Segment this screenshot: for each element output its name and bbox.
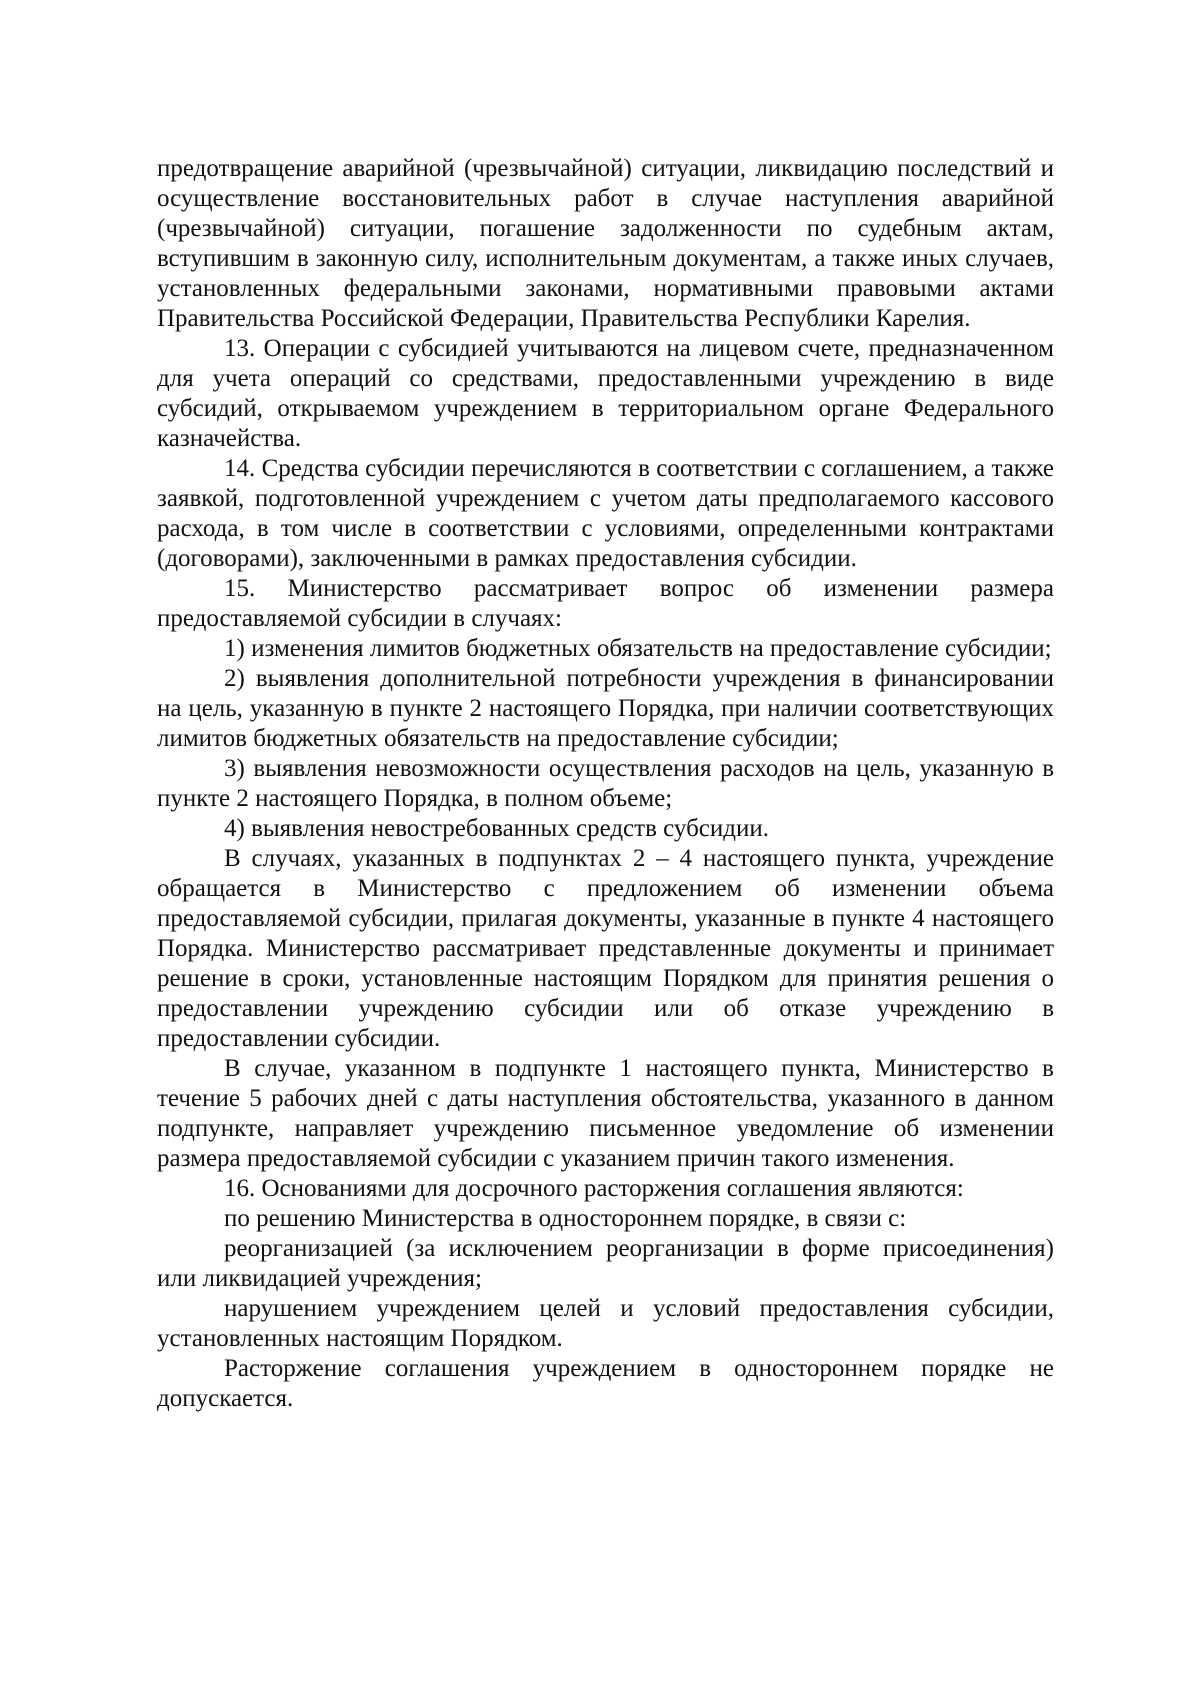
subitem-15-4: 4) выявления невостребованных средств субсидии. [224, 815, 769, 842]
paragraph-13: 13. Операции с субсидией учитываются на лицевом счете, предназначенном для учета операций со средствами, предоставленными учреждению в виде субсидий, открываемом учреждением в территориальном органе Федерального казначейства. [157, 335, 1054, 452]
subitem-15-1: 1) изменения лимитов бюджетных обязательств на предоставление субсидии; [224, 635, 1052, 662]
paragraph-14: 14. Средства субсидии перечисляются в соответствии с соглашением, а также заявкой, подготовленной учреждением с учетом даты предполагаемого кассового расхода, в том числе в соответствии с условиями, определенными контрактами (договорами), заключенными в рамках предоставления субсидии. [157, 455, 1054, 572]
paragraph-16-ministry-decision: по решению Министерства в одностороннем порядке, в связи с: [224, 1205, 907, 1232]
paragraph-termination-not-allowed: Расторжение соглашения учреждением в одностороннем порядке не допускается. [157, 1355, 1054, 1412]
subitem-15-2: 2) выявления дополнительной потребности учреждения в финансировании на цель, указанную в пункте 2 настоящего Порядка, при наличии соответствующих лимитов бюджетных обязательств на предоставление субсидии; [157, 665, 1054, 752]
paragraph-15: 15. Министерство рассматривает вопрос об изменении размера предоставляемой субсидии в случаях: [157, 575, 1054, 632]
paragraph-16-reorganization: реорганизацией (за исключением реорганизации в форме присоединения) или ликвидацией учреждения; [157, 1235, 1054, 1292]
paragraph-case-1: В случае, указанном в подпункте 1 настоящего пункта, Министерство в течение 5 рабочих дней с даты наступления обстоятельства, указанного в данном подпункте, направляет учреждению письменное уведомление об изменении размера предоставляемой субсидии с указанием причин такого изменения. [157, 1055, 1054, 1172]
document-body [157, 154, 1054, 1414]
paragraph-16-violation: нарушением учреждением целей и условий предоставления субсидии, установленных настоящим Порядком. [157, 1295, 1054, 1352]
paragraph-16: 16. Основаниями для досрочного расторжения соглашения являются: [224, 1175, 964, 1202]
paragraph-continuation: предотвращение аварийной (чрезвычайной) ситуации, ликвидацию последствий и осуществление восстановительных работ в случае наступления аварийной (чрезвычайной) ситуации, погашение задолженности по судебным актам, вступившим в законную силу, исполнительным документам, а также иных случаев, установленных федеральными законами, нормативными правовыми актами Правительства Российской Федерации, Правительства Республики Карелия. [157, 155, 1054, 332]
subitem-15-3: 3) выявления невозможности осуществления расходов на цель, указанную в пункте 2 настоящего Порядка, в полном объеме; [157, 755, 1054, 812]
paragraph-cases-2-4: В случаях, указанных в подпунктах 2 – 4 настоящего пункта, учреждение обращается в Министерство с предложением об изменении объема предоставляемой субсидии, прилагая документы, указанные в пункте 4 настоящего Порядка. Министерство рассматривает представленные документы и принимает решение в сроки, установленные настоящим Порядком для принятия решения о предоставлении учреждению субсидии или об отказе учреждению в предоставлении субсидии. [157, 845, 1054, 1052]
